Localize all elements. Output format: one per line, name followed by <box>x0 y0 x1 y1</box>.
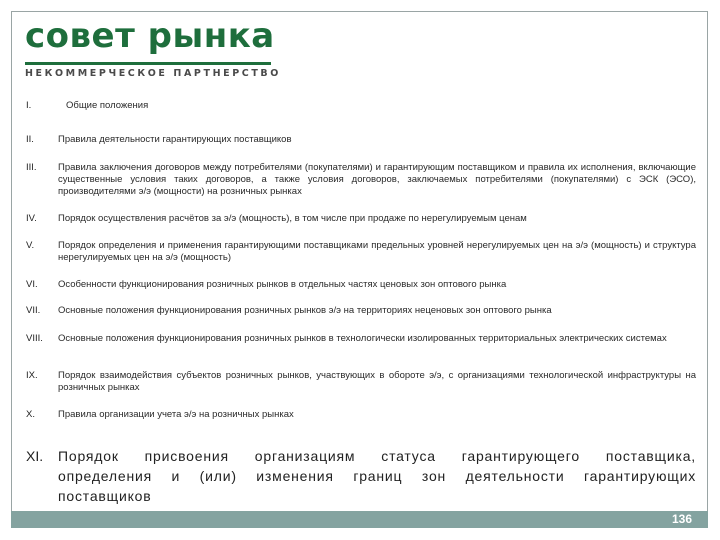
section-title: Правила заключения договоров между потребителями (покупателями) и гарантирующим поставщиком и правила их исполнения, включающие существенные условия таких договоров, а также условия договоров, заключаемых потребителями (покупателями) с ЭСК (ЭСО), производителями э/э (мощности) на розничных рынках <box>58 162 696 197</box>
section-title: Основные положения функционирования розничных рынков в технологически изолированных территориальных электрических системах <box>58 333 667 344</box>
section-title: Основные положения функционирования розничных рынков э/э на территориях неценовых зон оптового рынка <box>58 305 552 316</box>
section-number: X. <box>26 409 35 420</box>
section-number: XI. <box>26 448 44 464</box>
section-title: Порядок определения и применения гарантирующими поставщиками предельных уровней нерегулируемых цен на э/э (мощность) и структура нерегулируемых цен на э/э (мощность) <box>58 240 696 263</box>
section-number: VII. <box>26 305 41 316</box>
section-number: II. <box>26 134 34 145</box>
logo-title: совет рынка <box>25 16 275 56</box>
section-number: IX. <box>26 370 38 381</box>
section-number: I. <box>26 100 32 111</box>
section-title: Правила организации учета э/э на розничных рынках <box>58 409 294 420</box>
section-title: Общие положения <box>66 100 149 111</box>
section-title: Правила деятельности гарантирующих поставщиков <box>58 134 292 145</box>
section-number: VIII. <box>26 333 43 344</box>
section-title: Порядок взаимодействия субъектов розничных рынков, участвующих в обороте э/э, с организациями технологической инфраструктуры на розничных рынках <box>58 370 696 393</box>
logo-subtitle: НЕКОММЕРЧЕСКОЕ ПАРТНЕРСТВО <box>25 68 281 79</box>
section-title: Особенности функционирования розничных рынков в отдельных частях ценовых зон оптового рынка <box>58 279 507 290</box>
page-number: 136 <box>671 512 692 526</box>
section-title: Порядок присвоения организациям статуса гарантирующего поставщика, определения и (или) изменения границ зон деятельности гарантирующих поставщиков <box>58 448 696 504</box>
section-number: VI. <box>26 279 38 290</box>
section-number: V. <box>26 240 35 251</box>
section-number: III. <box>26 162 37 173</box>
logo-divider <box>25 62 271 65</box>
section-title: Порядок осуществления расчётов за э/э (мощность), в том числе при продаже по нерегулируемым ценам <box>58 213 527 224</box>
footer-bar <box>11 511 708 528</box>
section-number: IV. <box>26 213 37 224</box>
